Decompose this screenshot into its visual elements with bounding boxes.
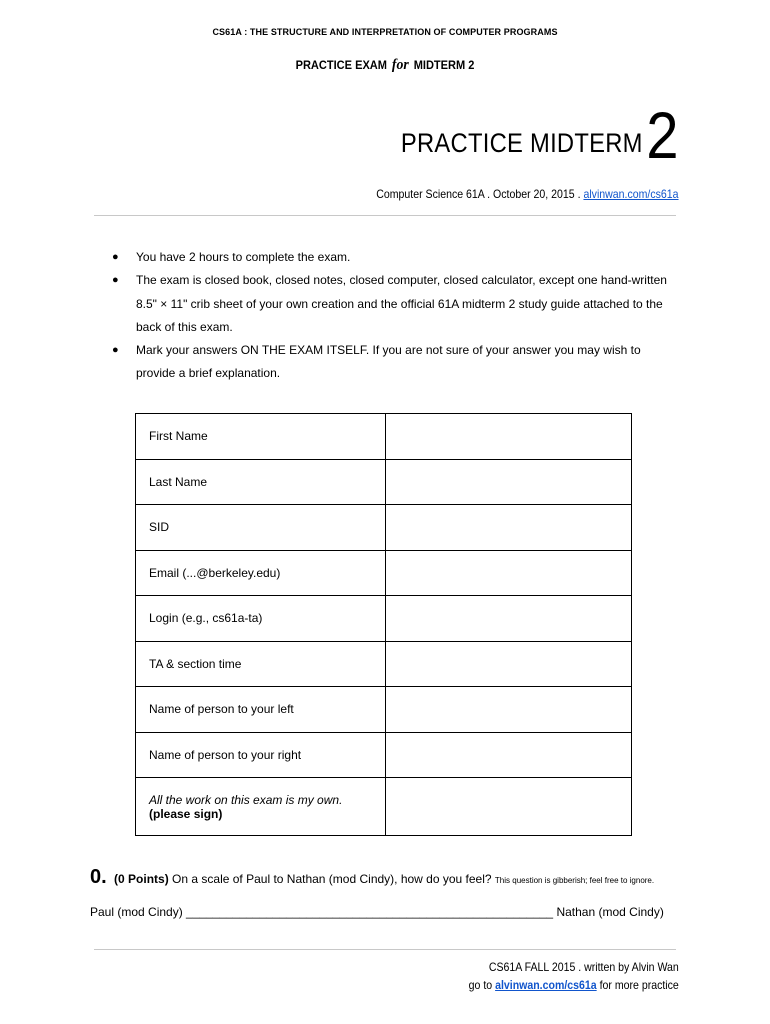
student-info-table [135, 413, 632, 836]
field-answer-cell[interactable] [386, 687, 632, 733]
scale-left-label: Paul (mod Cindy) [90, 905, 183, 919]
footer-website-link[interactable]: alvinwan.com/cs61a [495, 978, 597, 992]
table-row [136, 414, 632, 460]
field-label: SID [136, 505, 386, 551]
field-label: Name of person to your left [136, 687, 386, 733]
instruction-item [110, 246, 680, 269]
signature-instruction: (please sign) [149, 806, 223, 821]
table-row [136, 596, 632, 642]
field-answer-cell[interactable] [386, 550, 632, 596]
scale-right-label: Nathan (mod Cindy) [556, 905, 664, 919]
page-footer [469, 958, 679, 994]
question-points: (0 Points) [114, 872, 169, 886]
field-label: Email (...@berkeley.edu) [136, 550, 386, 596]
footer-suffix: for more practice [596, 978, 679, 992]
table-row [136, 550, 632, 596]
question-number: 0. [90, 866, 107, 888]
instruction-text: Mark your answers ON THE EXAM ITSELF. If you are not sure of your answer you may wish to provide a brief explanation. [136, 343, 641, 381]
question-prompt: On a scale of Paul to Nathan (mod Cindy), how do you feel? [172, 872, 492, 886]
table-row [136, 459, 632, 505]
question-note: This question is gibberish; feel free to ignore. [494, 876, 655, 885]
table-row [136, 687, 632, 733]
field-answer-cell[interactable] [386, 459, 632, 505]
course-website-link[interactable]: alvinwan.com/cs61a [583, 187, 679, 201]
header-divider [94, 215, 676, 216]
signature-statement: All the work on this exam is my own. [149, 792, 343, 807]
field-label: First Name [136, 414, 386, 460]
course-header: CS61A : THE STRUCTURE AND INTERPRETATION OF COMPUTER PROGRAMS [212, 27, 558, 37]
instructions-list [110, 246, 680, 386]
answer-scale [90, 905, 664, 919]
bullet-icon: ● [112, 251, 119, 263]
field-answer-cell[interactable] [386, 732, 632, 778]
instruction-text: The exam is closed book, closed notes, closed computer, closed calculator, except one hand-written 8.5" × 11" crib sheet of your own creation and the official 61A midterm 2 study guide attached to the back of this exam. [136, 273, 667, 334]
field-answer-cell[interactable] [386, 641, 632, 687]
exam-subtitle [31, 57, 739, 74]
field-label: TA & section time [136, 641, 386, 687]
subtitle-for: for [391, 57, 409, 73]
bullet-icon: ● [112, 274, 119, 287]
field-label: Login (e.g., cs61a-ta) [136, 596, 386, 642]
table-row-signature [136, 778, 632, 836]
footer-prefix: go to [468, 978, 496, 992]
instruction-item [110, 339, 680, 386]
footer-credit: CS61A FALL 2015 . written by Alvin Wan [489, 960, 679, 974]
field-label: Last Name [136, 459, 386, 505]
question-0 [90, 866, 654, 889]
field-answer-cell[interactable] [386, 505, 632, 551]
table-row [136, 505, 632, 551]
field-label: Name of person to your right [136, 732, 386, 778]
title-number: 2 [646, 98, 679, 172]
field-answer-cell[interactable] [386, 596, 632, 642]
signature-label [136, 778, 386, 836]
table-row [136, 641, 632, 687]
instruction-item [110, 269, 680, 339]
footer-divider [94, 949, 676, 950]
bullet-icon: ● [112, 344, 119, 357]
subtitle-left: PRACTICE EXAM [295, 58, 387, 72]
course-info-text: Computer Science 61A . October 20, 2015 . [376, 187, 584, 201]
footer-practice-line [469, 976, 679, 994]
course-info-line [377, 187, 679, 201]
page-title [401, 98, 679, 172]
title-text: PRACTICE MIDTERM [401, 128, 643, 158]
table-row [136, 732, 632, 778]
scale-answer-blank[interactable]: _______________________________________________________ [186, 905, 554, 919]
field-answer-cell[interactable] [386, 414, 632, 460]
instruction-text: You have 2 hours to complete the exam. [136, 250, 351, 264]
title-block [363, 98, 679, 172]
signature-field[interactable] [386, 778, 632, 836]
subtitle-right: MIDTERM 2 [413, 58, 475, 72]
